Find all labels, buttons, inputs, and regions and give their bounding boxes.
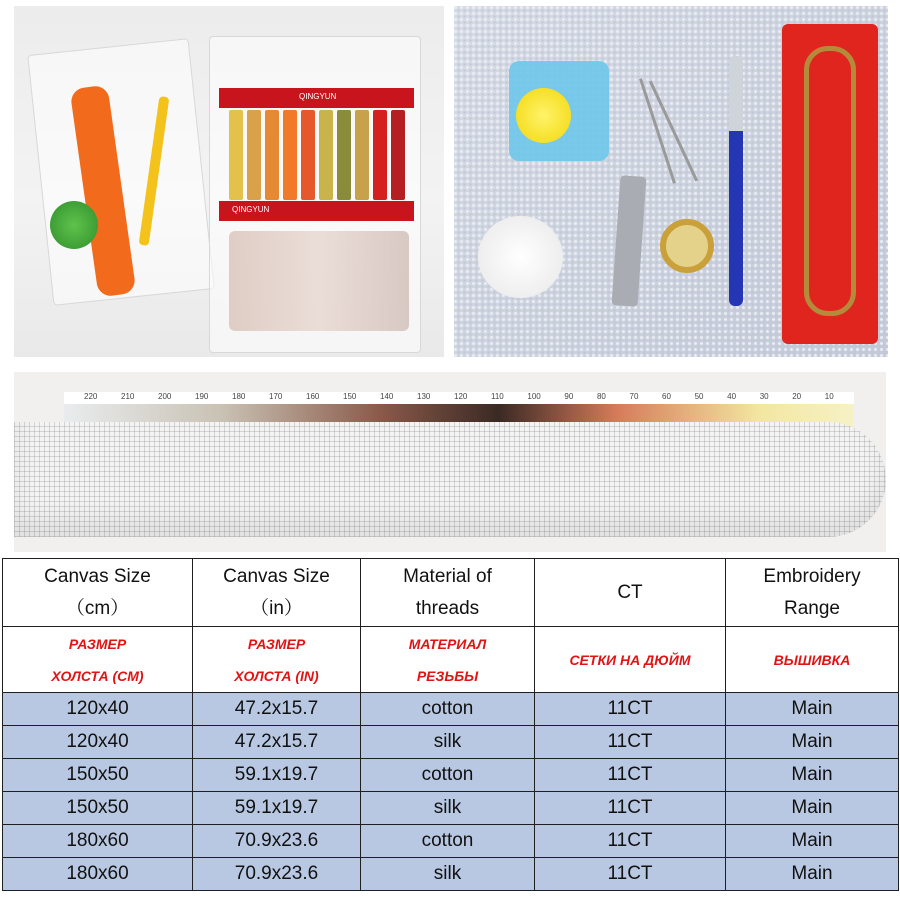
table-row [3, 825, 899, 858]
cell-size-in: 59.1x19.7 [193, 759, 361, 792]
ruler-tick: 30 [759, 392, 769, 401]
table-row [3, 858, 899, 891]
kit-photo [14, 6, 444, 357]
floss-skein [247, 110, 261, 200]
header-ru-embroidery: ВЫШИВКА [726, 627, 899, 693]
header-ru-material: МАТЕРИАЛ РЕЗЬБЫ [361, 627, 535, 693]
table-row [3, 759, 899, 792]
cell-size-cm: 180x60 [3, 858, 193, 891]
size-spec-table [2, 558, 899, 891]
ruler-tick: 130 [417, 392, 431, 401]
table-header-ru [3, 627, 899, 693]
header-canvas-size-cm: Canvas Size （cm） [3, 559, 193, 627]
pompom-image [50, 201, 98, 249]
ruler-tick: 50 [694, 392, 704, 401]
ruler-tick: 220 [84, 392, 98, 401]
cell-range: Main [726, 759, 899, 792]
table-row [3, 792, 899, 825]
ruler-tick: 90 [564, 392, 574, 401]
floss-skein [229, 110, 243, 200]
floss-bag-lower [229, 231, 409, 331]
cell-range: Main [726, 726, 899, 759]
floss-skein [283, 110, 297, 200]
ruler-tick: 100 [527, 392, 541, 401]
ruler-tick: 60 [662, 392, 671, 401]
floss-skein [355, 110, 369, 200]
cell-size-cm: 180x60 [3, 825, 193, 858]
cell-range: Main [726, 792, 899, 825]
thimble-image [660, 219, 714, 273]
header-ru-ct: СЕТКИ НА ДЮЙМ [535, 627, 726, 693]
cell-ct: 11CT [535, 693, 726, 726]
cell-size-cm: 150x50 [3, 792, 193, 825]
cell-ct: 11CT [535, 759, 726, 792]
ruler-tick: 110 [491, 392, 504, 401]
rolled-canvas-photo [14, 372, 886, 552]
cell-range: Main [726, 858, 899, 891]
ruler-tick: 80 [596, 392, 606, 401]
ruler-tick: 180 [232, 392, 246, 401]
header-ct: CT [535, 559, 726, 627]
cell-material: cotton [361, 759, 535, 792]
cell-range: Main [726, 825, 899, 858]
header-ru-canvas-size-cm: РАЗМЕР ХОЛСТА (CM) [3, 627, 193, 693]
floss-skein [391, 110, 405, 200]
ruler-tick: 20 [792, 392, 802, 401]
floss-skein [265, 110, 279, 200]
ruler-tick: 120 [454, 392, 468, 401]
header-material: Material of threads [361, 559, 535, 627]
cell-ct: 11CT [535, 825, 726, 858]
threader-tool-image [611, 175, 646, 306]
floss-skein [319, 110, 333, 200]
header-ru-canvas-size-in: РАЗМЕР ХОЛСТА (IN) [193, 627, 361, 693]
cell-size-in: 59.1x19.7 [193, 792, 361, 825]
cell-material: silk [361, 858, 535, 891]
yellow-pompom-image [516, 88, 571, 143]
floss-skein [337, 110, 351, 200]
ruler-tick: 40 [727, 392, 737, 401]
ruler-tick: 150 [343, 392, 357, 401]
header-embroidery-range: Embroidery Range [726, 559, 899, 627]
cell-size-cm: 120x40 [3, 726, 193, 759]
floss-skein [301, 110, 315, 200]
floss-brand-text: QINGYUN [299, 92, 337, 101]
scissors-image [804, 46, 856, 316]
floss-brand-text-2: QINGYUN [232, 205, 270, 214]
cell-material: cotton [361, 693, 535, 726]
cell-ct: 11CT [535, 792, 726, 825]
floss-skein [373, 110, 387, 200]
tools-photo [454, 6, 888, 357]
cell-size-in: 70.9x23.6 [193, 858, 361, 891]
cell-size-in: 47.2x15.7 [193, 726, 361, 759]
ruler-tick: 140 [380, 392, 394, 401]
cell-ct: 11CT [535, 858, 726, 891]
canvas-roll [14, 422, 886, 537]
ruler-tick: 210 [121, 392, 135, 401]
cell-material: silk [361, 792, 535, 825]
ruler-tick: 70 [629, 392, 639, 401]
cell-size-in: 70.9x23.6 [193, 825, 361, 858]
table-row [3, 726, 899, 759]
seam-ripper-image [729, 56, 743, 306]
table-header-en [3, 559, 899, 627]
cotton-pad-image [478, 216, 563, 298]
cell-material: cotton [361, 825, 535, 858]
cell-size-in: 47.2x15.7 [193, 693, 361, 726]
cell-size-cm: 150x50 [3, 759, 193, 792]
ruler-strip [64, 392, 854, 404]
table-row [3, 693, 899, 726]
ruler-tick: 190 [195, 392, 209, 401]
ruler-tick: 160 [306, 392, 320, 401]
header-canvas-size-in: Canvas Size （in） [193, 559, 361, 627]
cell-ct: 11CT [535, 726, 726, 759]
cell-size-cm: 120x40 [3, 693, 193, 726]
ruler-tick: 10 [824, 392, 834, 401]
ruler-tick: 200 [158, 392, 172, 401]
cell-material: silk [361, 726, 535, 759]
ruler-tick: 170 [269, 392, 283, 401]
cell-range: Main [726, 693, 899, 726]
